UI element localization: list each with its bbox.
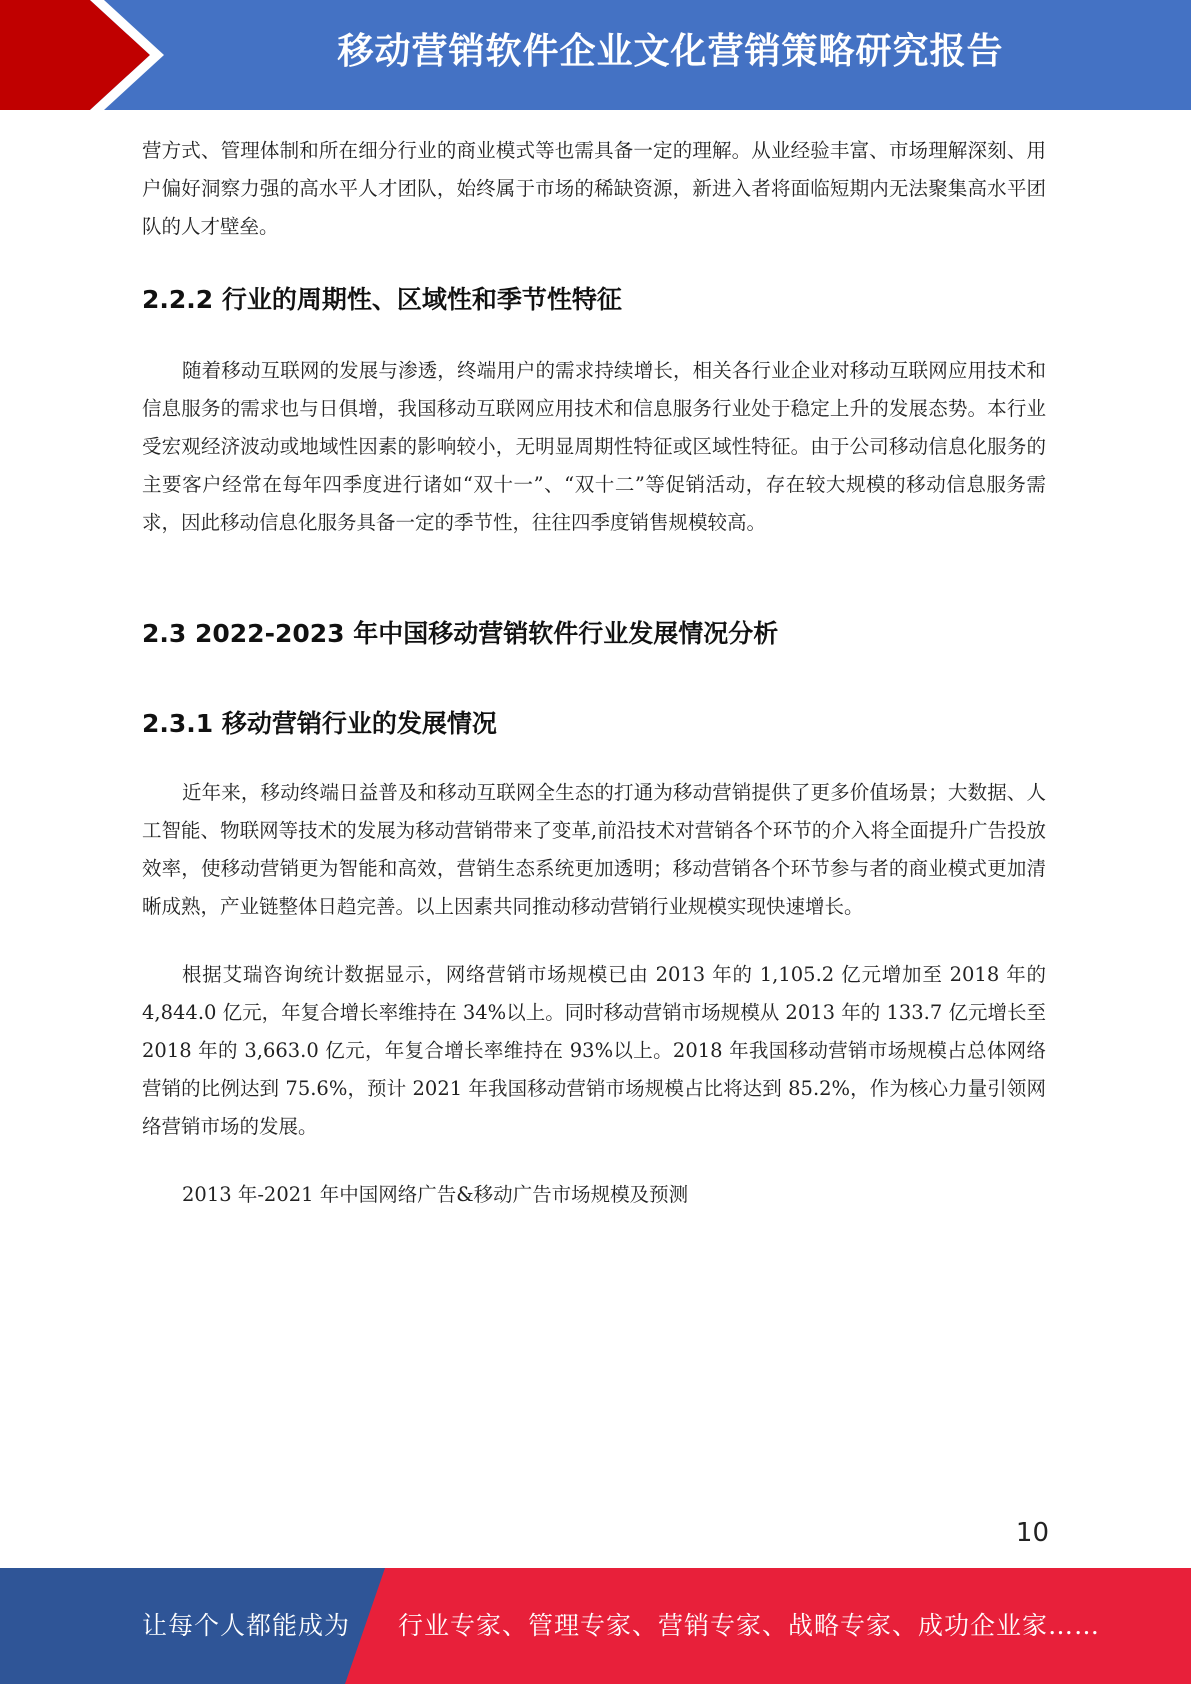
page-header	[0, 0, 1191, 110]
document-title: 移动营销软件企业文化营销策略研究报告	[337, 31, 1004, 72]
section-2-2-2-paragraph: 随着移动互联网的发展与渗透，终端用户的需求持续增长，相关各行业企业对移动互联网应用技术和信息服务的需求也与日俱增，我国移动互联网应用技术和信息服务行业处于稳定上升的发展态势。本行业受宏观经济波动或地域性因素的影响较小，无明显周期性特征或区域性特征。由于公司移动信息化服务的主要客户经常在每年四季度进行诸如“双十一”、“双十二”等促销活动，存在较大规模的移动信息服务需求，因此移动信息化服务具备一定的季节性，往往四季度销售规模较高。	[142, 359, 1046, 534]
section-2-3-1-paragraph-1: 近年来，移动终端日益普及和移动互联网全生态的打通为移动营销提供了更多价值场景；大数据、人工智能、物联网等技术的发展为移动营销带来了变革,前沿技术对营销各个环节的介入将全面提升广告投放效率，使移动营销更为智能和高效，营销生态系统更加透明；移动营销各个环节参与者的商业模式更加清晰成熟，产业链整体日趋完善。以上因素共同推动移动营销行业规模实现快速增长。	[142, 781, 1046, 918]
page-number: 10	[1015, 1518, 1049, 1548]
figure-caption: 2013 年-2021 年中国网络广告&移动广告市场规模及预测	[182, 1183, 689, 1206]
section-heading-2-3-1: 2.3.1 移动营销行业的发展情况	[142, 709, 497, 738]
section-heading-2-2-2: 2.2.2 行业的周期性、区域性和季节性特征	[142, 285, 622, 314]
page-footer	[0, 1568, 1191, 1684]
intro-paragraph: 营方式、管理体制和所在细分行业的商业模式等也需具备一定的理解。从业经验丰富、市场理解深刻、用户偏好洞察力强的高水平人才团队，始终属于市场的稀缺资源，新进入者将面临短期内无法聚集高水平团队的人才壁垒。	[142, 139, 1046, 238]
footer-slogan-right: 行业专家、管理专家、营销专家、战略专家、成功企业家……	[398, 1611, 1101, 1640]
page-content	[142, 132, 1046, 1214]
footer-slogan-left: 让每个人都能成为	[142, 1611, 351, 1640]
section-2-3-1-paragraph-2: 根据艾瑞咨询统计数据显示，网络营销市场规模已由 2013 年的 1,105.2 亿元增加至 2018 年的 4,844.0 亿元，年复合增长率维持在 34%以上。同时移动营销市场规模从 2013 年的 133.7 亿元增长至 2018 年的 3,663.0 亿元，年复合增长率维持在 93%以上。2018 年我国移动营销市场规模占总体网络营销的比例达到 75.6%，预计 2021 年我国移动营销市场规模占比将达到 85.2%，作为核心力量引领网络营销市场的发展。	[142, 963, 1046, 1138]
section-heading-2-3: 2.3 2022-2023 年中国移动营销软件行业发展情况分析	[142, 619, 779, 648]
